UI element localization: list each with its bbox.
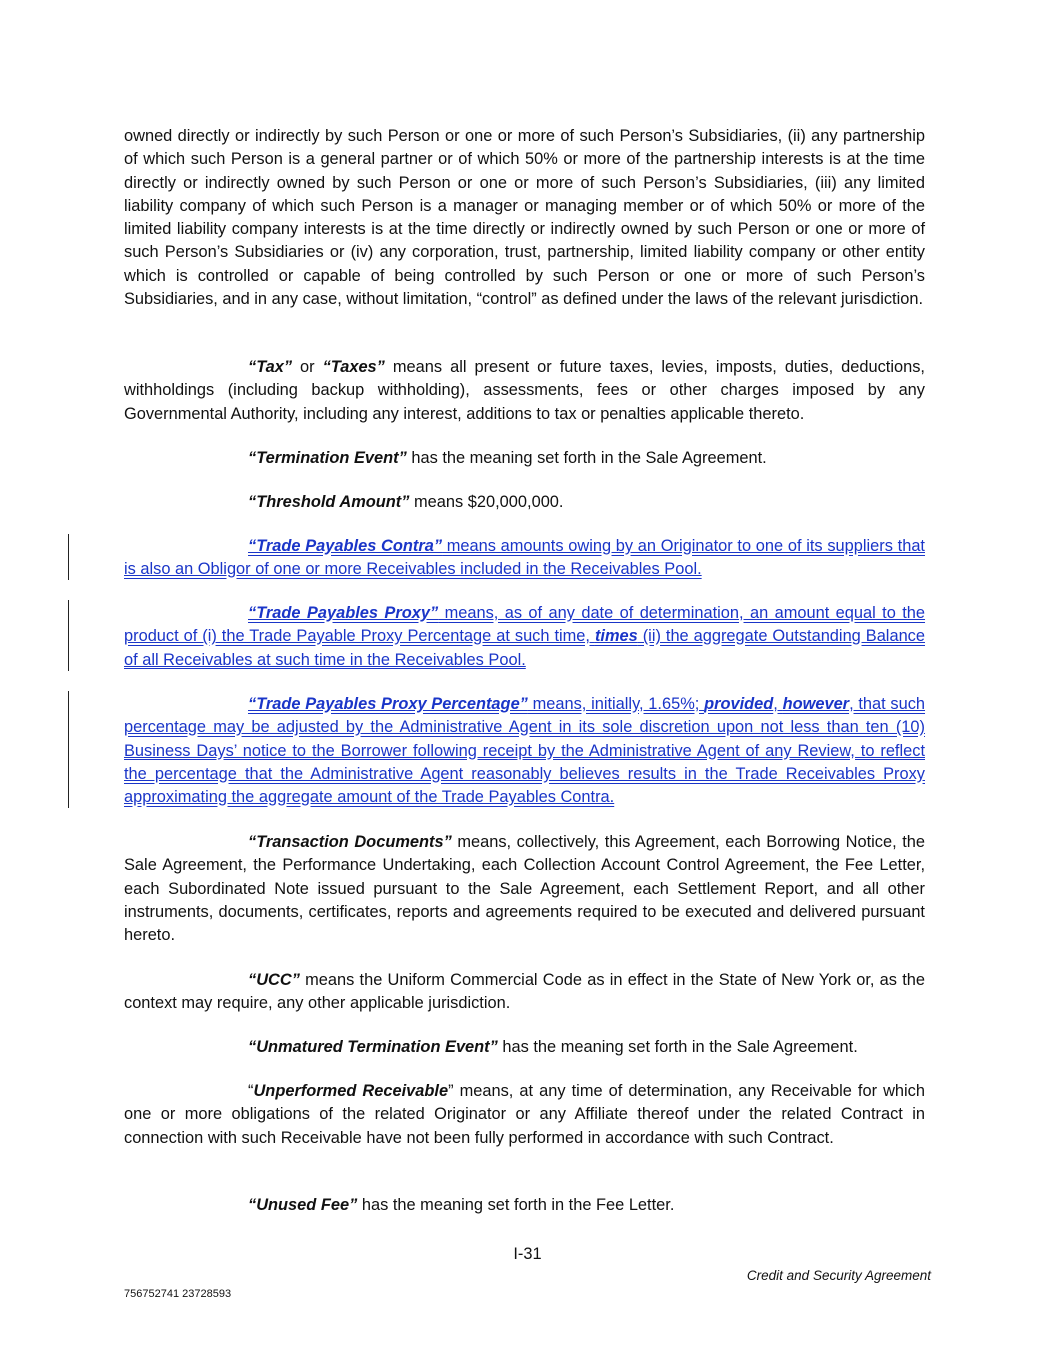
definition-trade-payables-proxy-percentage [124,693,925,809]
defined-term: “Trade Payables Contra” [248,537,443,555]
definition-text: , that such percentage may be adjusted by the Administrative Agent in its sole discretion upon not less than ten (10) Business Days’ notice to the Borrower following receipt by the Administrative Agent of any Review, to reflect the percentage that the Administrative Agent reasonably believes results in the Trade Receivables Proxy approximating the aggregate amount of the Trade Payables Contra. [124,695,926,807]
quote-mark: ” [448,1082,454,1100]
defined-term: “Taxes” [322,358,385,376]
defined-term: “Transaction Documents” [248,833,452,851]
punctuation: , [773,695,783,713]
definition-unused-fee [124,1194,925,1217]
change-bar [68,691,69,808]
emphasis-text: provided [704,695,774,713]
paragraph-text: owned directly or indirectly by such Person or one or more of such Person’s Subsidiaries, (ii) any partnership of which such Person is a general partner or of which 50% or more of the partnership interests is at the time directly or indirectly owned by such Person or one or more of such Person’s Subsidiaries, (iii) any limited liability company of which such Person is a manager or managing member or of which 50% or more of the limited liability company interests is at the time directly or indirectly owned by such Person or one or more of such Person’s Subsidiaries or (iv) any corporation, trust, partnership, limited liability company or other entity which is controlled or capable of being controlled by such Person or one or more of such Person’s Subsidiaries, and in any case, without limitation, “control” as defined under the laws of the relevant jurisdiction. [124,127,925,309]
definition-text: has the meaning set forth in the Fee Letter. [357,1196,675,1214]
subsidiary-definition-continuation [124,125,925,311]
definition-transaction-documents [124,831,925,947]
definition-trade-payables-contra [124,535,925,582]
definition-text: means amounts owing by an Originator to one of its suppliers that is also an Obligor of one or more Receivables included in the Receivables Pool. [124,537,925,579]
definition-text: means all present or future taxes, levies, imposts, duties, deductions, withholdings (including backup withholding), assessments, fees or other charges imposed by any Governmental Authority, including any interest, additions to tax or penalties applicable thereto. [124,358,925,423]
document-title-footer: Credit and Security Agreement [746,1268,931,1283]
defined-term: “Unused Fee” [248,1196,358,1214]
definition-text: means, initially, 1.65%; [527,695,705,713]
change-bar [68,534,69,580]
defined-term: “UCC” [248,971,300,989]
definition-text: has the meaning set forth in the Sale Agreement. [497,1038,858,1056]
defined-term: “Trade Payables Proxy” [248,604,439,622]
connector-text: or [292,358,323,376]
definition-text: means $20,000,000. [409,493,564,511]
definition-text: has the meaning set forth in the Sale Agreement. [406,449,767,467]
emphasis-text: however [782,695,850,713]
emphasis-text: times [594,627,638,646]
defined-term: “Tax” [248,358,293,376]
definition-text: means, collectively, this Agreement, each Borrowing Notice, the Sale Agreement, the Performance Undertaking, each Collection Account Control Agreement, the Fee Letter, each Subordinated Note issued pursuant to the Sale Agreement, each Settlement Report, and all other instruments, documents, certificates, reports and agreements required to be executed and delivered pursuant hereto. [124,833,925,945]
definition-text: (ii) the aggregate Outstanding Balance of all Receivables at such time in the Receivables Pool. [124,627,925,669]
definition-text: means the Uniform Commercial Code as in effect in the State of New York or, as the context may require, any other applicable jurisdiction. [124,971,925,1013]
definition-trade-payables-proxy [124,602,925,672]
definition-tax [124,356,925,426]
definition-text: means, at any time of determination, any Receivable for which one or more obligations of the related Originator or any Affiliate thereof under the related Contract in connection with such Receivable have not been fully performed in accordance with such Contract. [124,1082,925,1147]
definition-threshold-amount [124,491,925,514]
definition-unmatured-termination-event [124,1036,925,1059]
page-number: I-31 [513,1245,542,1263]
definition-unperformed-receivable [124,1080,925,1150]
change-bar [68,600,69,671]
document-id-footer: 756752741 23728593 [124,1288,232,1300]
definition-ucc [124,969,925,1016]
defined-term: “Threshold Amount” [248,493,410,511]
defined-term: Unperformed Receivable [253,1082,449,1100]
defined-term: “Unmatured Termination Event” [248,1038,498,1056]
quote-mark: “ [248,1082,254,1100]
defined-term: “Trade Payables Proxy Percentage” [248,695,528,713]
definition-termination-event [124,447,925,470]
defined-term: “Termination Event” [248,449,407,467]
definition-text: means, as of any date of determination, an amount equal to the product of (i) the Trade Payable Proxy Percentage at such time, [124,604,926,646]
